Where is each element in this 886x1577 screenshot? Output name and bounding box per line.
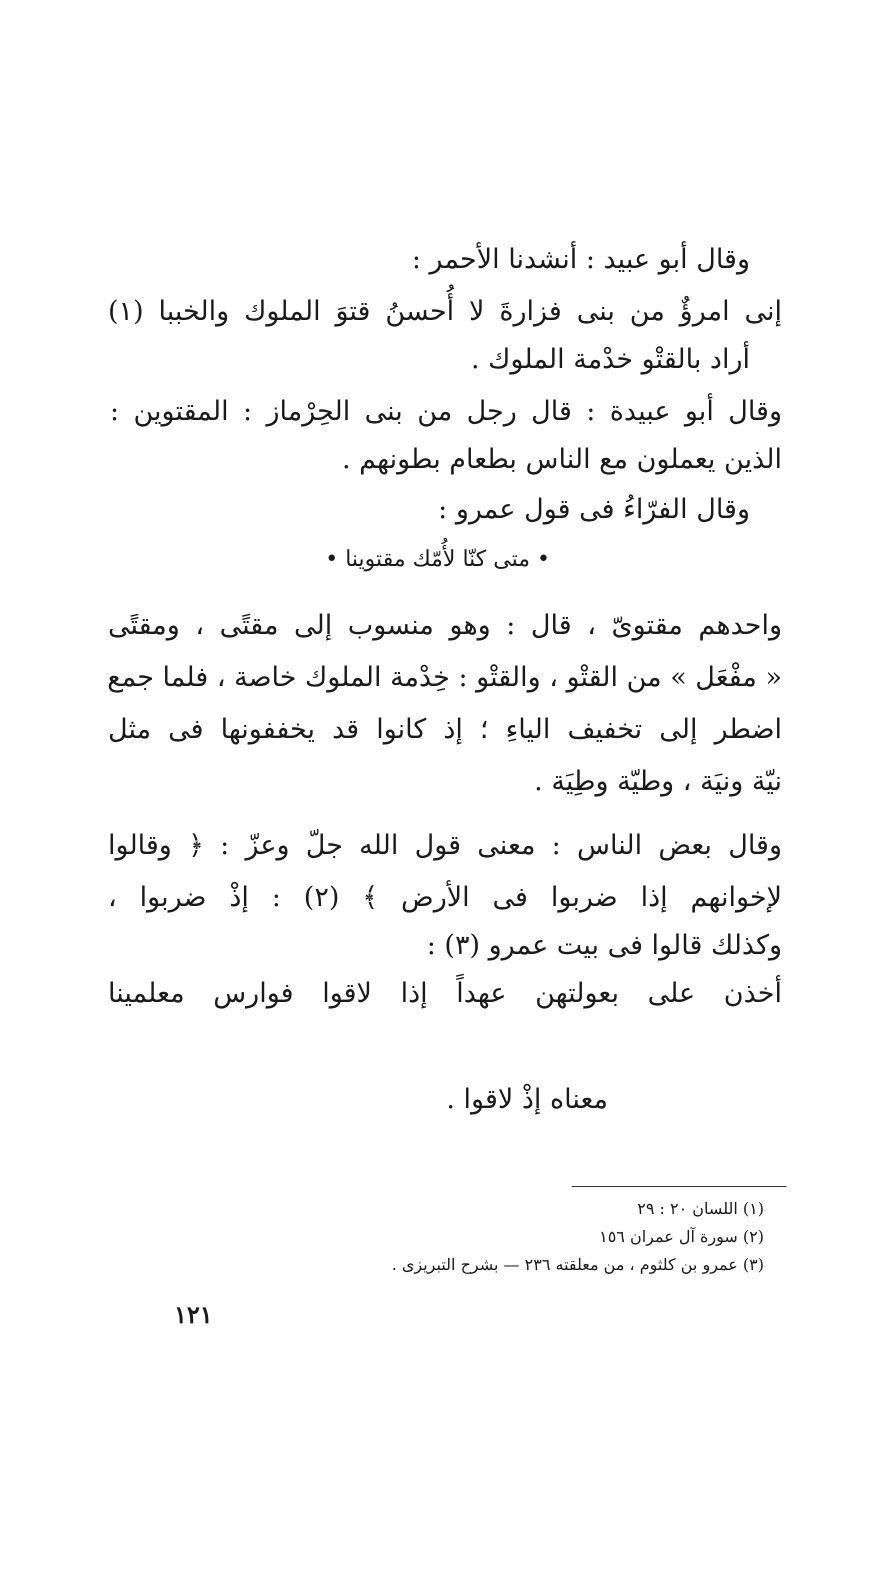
text-line-14: وكذلك قالوا فى بيت عمرو (٣) : [426,930,782,961]
text-line-1: وقال أبو عبيد : أنشدنا الأحمر : [411,244,750,275]
text-line-5: الذين يعملون مع الناس بطعام بطونهم . [342,444,782,475]
text-line-10: اضطر إلى تخفيف الياءِ ؛ إذ كانوا قد يخففونها فى مثل [108,714,782,745]
footnote-1: (١) اللسان ٢٠ : ٢٩ [637,1199,764,1218]
verse-line-1: إنى امرؤٌ من بنى فزارةَ لا أُحسنُ قتوَ الملوك والخببا (١) [108,296,782,327]
verse-line-2: • متى كنّا لأُمّك مقتوينا • [325,547,550,572]
text-line-6: وقال الفرّاءُ فى قول عمرو : [438,494,750,525]
text-line-4: وقال أبو عبيدة : قال رجل من بنى الحِرْماز : المقتوين : [110,396,782,427]
text-line-13: لإخوانهم إذا ضربوا فى الأرض ﴾ (٢) : إذْ ضربوا ، [108,882,782,913]
verse-line-3: أخذن على بعولتهن عهداً إذا لاقوا فوارس معلمينا [108,978,782,1009]
text-line-16: معناه إذْ لاقوا . [446,1084,608,1115]
footnote-2: (٢) سورة آل عمران ١٥٦ [599,1227,764,1246]
text-line-9: « مفْعَل » من القتْو ، والقتْو : خِدْمة الملوك خاصة ، فلما جمع [107,662,782,693]
page-number: ١٢١ [174,1300,213,1329]
footnote-3: (٣) عمرو بن كلثوم ، من معلقته ٢٣٦ — بشرح التبريزى . [391,1255,764,1274]
text-line-3: أراد بالقتْو خدْمة الملوك . [471,344,750,375]
text-line-11: نيّة ونيَة ، وطيّة وطِيَة . [534,766,782,797]
text-line-8: واحدهم مقتوىّ ، قال : وهو منسوب إلى مقتًى ، ومقتًى [108,610,782,641]
footnote-divider [572,1186,786,1187]
text-line-12: وقال بعض الناس : معنى قول الله جلّ وعزّ : ﴿ وقالوا [108,830,782,861]
